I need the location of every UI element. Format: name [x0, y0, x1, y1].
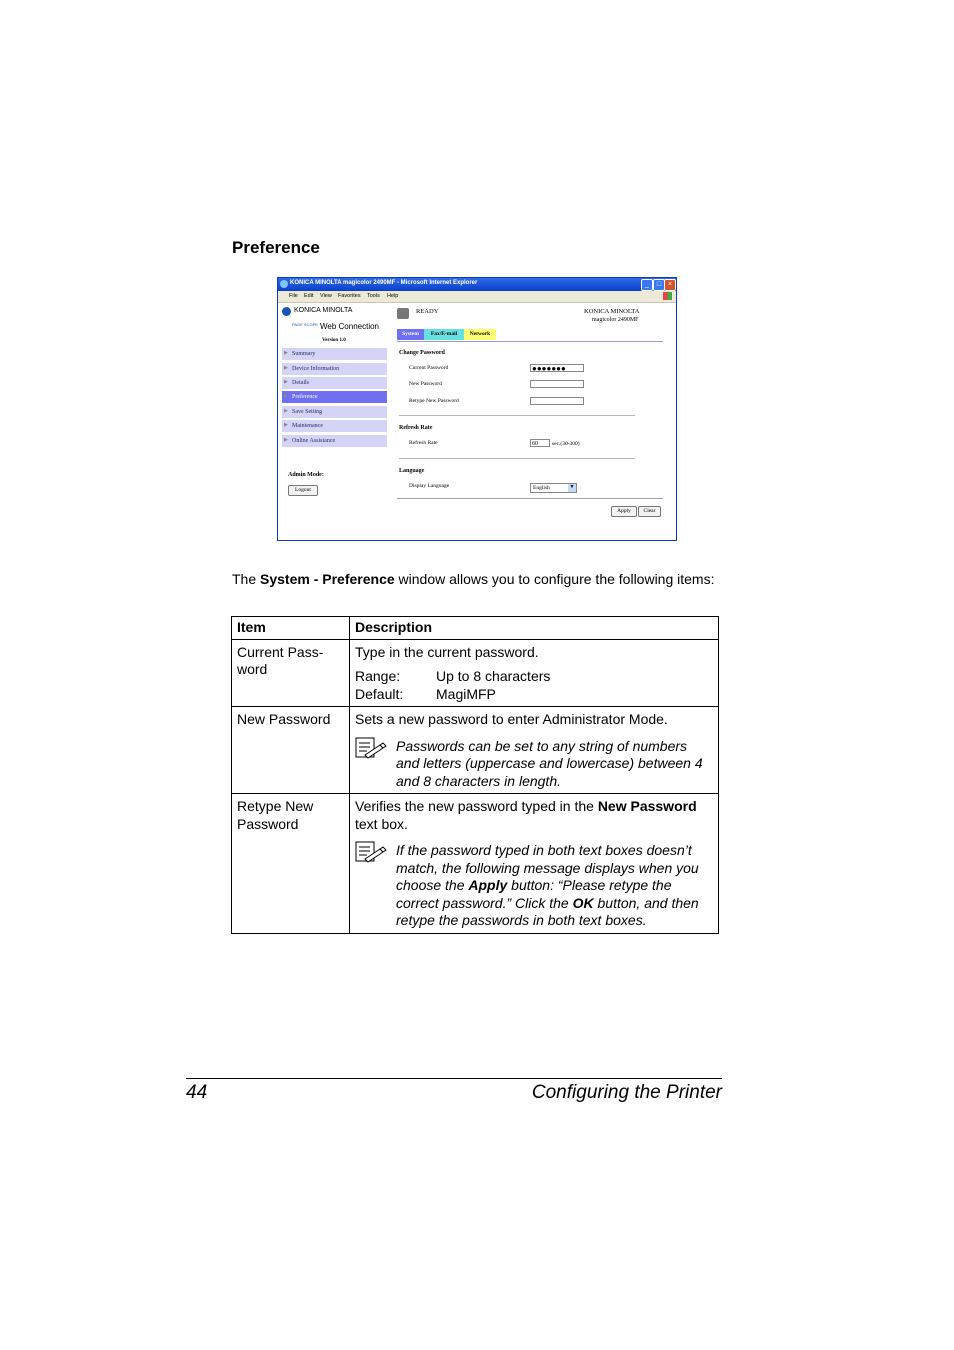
item-cell [232, 639, 350, 707]
browser-icon [280, 280, 288, 288]
nav-label: Preference [292, 394, 318, 400]
menu-tools[interactable]: Tools [367, 293, 380, 299]
nav-label: Details [292, 380, 309, 386]
admin-mode-label: Admin Mode: [288, 472, 324, 478]
maximize-button[interactable]: □ [653, 279, 665, 291]
section-title: Preference [232, 238, 320, 257]
menu-view[interactable]: View [320, 293, 332, 299]
clear-button[interactable]: Clear [638, 506, 661, 517]
table-row [232, 707, 719, 794]
desc-text: Type in the current password. [355, 643, 539, 660]
note-bold: OK [572, 894, 594, 911]
menu-help[interactable]: Help [387, 293, 399, 299]
nav-arrow-icon: ▶ [284, 366, 288, 371]
header-item: Item [232, 617, 350, 640]
range-line [355, 668, 713, 686]
desc-part: text box. [355, 815, 408, 832]
logout-button[interactable]: Logout [288, 485, 318, 496]
display-language-select[interactable] [530, 483, 577, 493]
footer-rule [186, 1078, 722, 1079]
retype-password-label: Retype New Password [409, 398, 459, 404]
nav-online-assistance[interactable] [282, 435, 387, 447]
browser-screenshot [277, 277, 677, 541]
nav-label: Device Information [292, 366, 340, 372]
tab-system[interactable]: System [397, 329, 424, 340]
nav-label: Summary [292, 351, 316, 357]
description-cell [350, 639, 719, 707]
note [355, 842, 713, 930]
tab-network[interactable]: Network [464, 329, 496, 340]
nav-arrow-icon: ▶ [284, 409, 288, 414]
note-bold: Apply [468, 877, 508, 893]
desc-part: Verifies the new password typed in the [355, 798, 598, 814]
default-line [355, 686, 713, 704]
desc-bold: New Password [597, 798, 697, 814]
divider [399, 458, 635, 459]
note-text: button, and then retype the passwords in both text boxes. [396, 894, 699, 928]
konica-minolta-logo: KONICA MINOLTA [294, 307, 353, 314]
divider [399, 415, 635, 416]
display-language-label: Display Language [409, 483, 450, 489]
change-password-heading: Change Password [399, 350, 445, 356]
table-row [232, 794, 719, 934]
pagescope-logo: PAGE SCOPE [292, 322, 318, 327]
refresh-rate-unit: sec.(30-300) [552, 441, 580, 447]
intro-bold: System - Preference [260, 571, 395, 587]
form-bottom-rule [397, 498, 663, 499]
note-pencil-icon [355, 737, 389, 759]
refresh-rate-label: Refresh Rate [409, 440, 438, 446]
new-password-label: New Password [409, 381, 442, 387]
brand-name: KONICA MINOLTA [584, 308, 640, 315]
item-cell [232, 794, 350, 934]
menu-edit[interactable]: Edit [304, 293, 314, 299]
item-cell [232, 707, 350, 794]
desc-text [355, 798, 713, 833]
desc-text: Sets a new password to enter Administrator Mode. [355, 711, 668, 727]
default-key: Default: [355, 685, 404, 702]
web-connection-title: Web Connection [320, 322, 379, 331]
nav-save-setting[interactable] [282, 406, 387, 418]
retype-password-input[interactable] [530, 397, 584, 405]
current-password-label: Current Password [409, 365, 449, 371]
range-value: Up to 8 characters [436, 668, 551, 684]
note [355, 738, 713, 791]
menu-bar [278, 291, 676, 303]
item-retype-new-password: Retype New Password [237, 798, 314, 832]
nav-details[interactable] [282, 377, 387, 389]
nav-arrow-icon: ▶ [284, 438, 288, 443]
window-titlebar [278, 278, 676, 291]
printer-status-icon [397, 308, 409, 319]
description-cell [350, 794, 719, 934]
refresh-rate-heading: Refresh Rate [399, 425, 433, 431]
intro-text: The [232, 571, 261, 587]
item-new-password: New Password [237, 711, 331, 727]
nav-label: Save Setting [292, 409, 323, 415]
printer-model: magicolor 2490MF [592, 317, 639, 323]
table-header-row [232, 617, 719, 640]
tab-underline [397, 341, 663, 342]
refresh-rate-input[interactable]: 60 [530, 439, 550, 447]
nav-summary[interactable] [282, 348, 387, 360]
note-text: button: “Please retype the correct password.” Click the [396, 877, 672, 911]
tab-fax-email[interactable]: Fax/E-mail [424, 329, 464, 340]
nav-label: Online Assistance [292, 438, 336, 444]
nav-arrow-icon: ▶ [284, 351, 288, 356]
nav-preference[interactable] [282, 391, 387, 403]
chevron-down-icon: ▼ [569, 485, 575, 490]
nav-maintenance[interactable] [282, 420, 387, 432]
new-password-input[interactable] [530, 380, 584, 388]
chapter-title: Configuring the Printer [531, 1082, 722, 1103]
preference-items-table [231, 616, 719, 934]
intro-paragraph [232, 570, 722, 588]
nav-label: Maintenance [292, 423, 323, 429]
printer-status: READY [416, 308, 439, 315]
note-text: Passwords can be set to any string of numbers and letters (uppercase and lowercase) between 4 and 8 characters in length. [396, 737, 703, 789]
menu-favorites[interactable]: Favorites [338, 293, 361, 299]
version-label: Version 1.0 [322, 338, 346, 343]
page-number: 44 [186, 1082, 208, 1103]
konica-minolta-logo-icon [282, 307, 291, 316]
minimize-button[interactable]: _ [641, 279, 653, 291]
nav-arrow-icon: ▶ [284, 394, 288, 399]
default-value: MagiMFP [436, 685, 496, 702]
item-current-password: Current Pass-word [237, 643, 324, 677]
windows-flag-icon [663, 292, 672, 300]
logo-area [282, 305, 388, 347]
menu-file[interactable]: File [289, 293, 298, 299]
apply-button[interactable]: Apply [611, 506, 637, 517]
language-heading: Language [399, 468, 425, 474]
note-text: If the password typed in both text boxes doesn’t match, the following message displays when you choose the [396, 842, 699, 893]
description-cell [350, 707, 719, 794]
table-row [232, 639, 719, 707]
window-title: KONICA MINOLTA magicolor 2490MF - Microsoft Internet Explorer [290, 280, 478, 286]
nav-device-information[interactable] [282, 363, 387, 375]
current-password-input[interactable]: ●●●●●●● [530, 364, 584, 372]
header-description: Description [350, 617, 719, 640]
intro-text: window allows you to configure the following items: [394, 571, 715, 587]
note-pencil-icon [355, 841, 389, 863]
range-key: Range: [355, 668, 401, 684]
close-button[interactable]: × [664, 279, 676, 291]
nav-arrow-icon: ▶ [284, 423, 288, 428]
select-value: English [533, 485, 550, 491]
nav-arrow-icon: ▶ [284, 380, 288, 385]
